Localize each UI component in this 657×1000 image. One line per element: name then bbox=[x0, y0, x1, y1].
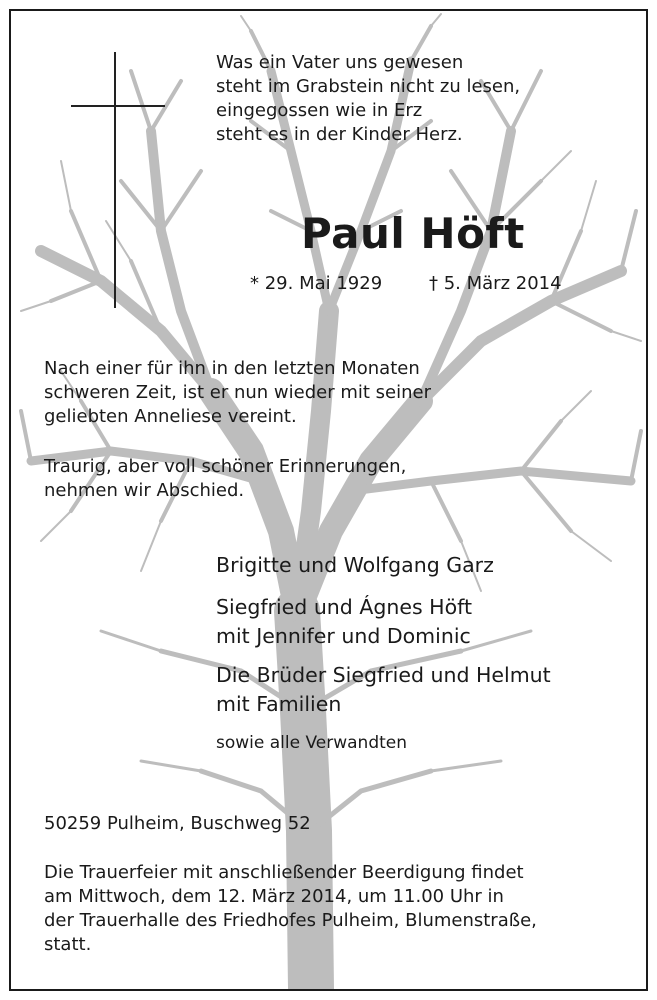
family-group-2 bbox=[216, 593, 472, 651]
message-line: nehmen wir Abschied. bbox=[44, 480, 245, 501]
ceremony-line: der Trauerhalle des Friedhofes Pulheim, Blumenstraße, bbox=[44, 910, 537, 931]
message-line: schweren Zeit, ist er nun wieder mit seiner bbox=[44, 382, 431, 403]
death-date: † 5. März 2014 bbox=[429, 273, 562, 294]
poem-line: steht es in der Kinder Herz. bbox=[216, 124, 463, 145]
ceremony-line: Die Trauerfeier mit anschließender Beerdigung findet bbox=[44, 862, 524, 883]
family-group-3 bbox=[216, 661, 551, 719]
ceremony-line: am Mittwoch, dem 12. März 2014, um 11.00 Uhr in bbox=[44, 886, 504, 907]
message-line: Traurig, aber voll schöner Erinnerungen, bbox=[44, 456, 407, 477]
family-line: Brigitte und Wolfgang Garz bbox=[216, 553, 494, 577]
message-line: Nach einer für ihn in den letzten Monaten bbox=[44, 358, 420, 379]
message-paragraph-2 bbox=[44, 455, 406, 503]
family-group-1 bbox=[216, 551, 494, 580]
cross-icon bbox=[114, 52, 116, 308]
ceremony-line: statt. bbox=[44, 934, 92, 955]
family-line: Die Brüder Siegfried und Helmut bbox=[216, 663, 551, 687]
message-line: geliebten Anneliese vereint. bbox=[44, 406, 297, 427]
relatives-line: sowie alle Verwandten bbox=[216, 733, 408, 753]
poem bbox=[216, 51, 520, 147]
family-line: Siegfried und Ágnes Höft bbox=[216, 595, 473, 619]
cross-icon-bar bbox=[71, 105, 165, 107]
birth-date: * 29. Mai 1929 bbox=[250, 273, 383, 294]
poem-line: eingegossen wie in Erz bbox=[216, 100, 423, 121]
family-line: mit Familien bbox=[216, 692, 342, 716]
deceased-name: Paul Höft bbox=[301, 209, 525, 258]
poem-line: steht im Grabstein nicht zu lesen, bbox=[216, 76, 521, 97]
address: 50259 Pulheim, Buschweg 52 bbox=[44, 813, 311, 834]
message-paragraph-1 bbox=[44, 357, 431, 429]
ceremony-details bbox=[44, 861, 537, 957]
obituary-notice bbox=[9, 9, 648, 991]
poem-line: Was ein Vater uns gewesen bbox=[216, 52, 464, 73]
family-line: mit Jennifer und Dominic bbox=[216, 624, 471, 648]
